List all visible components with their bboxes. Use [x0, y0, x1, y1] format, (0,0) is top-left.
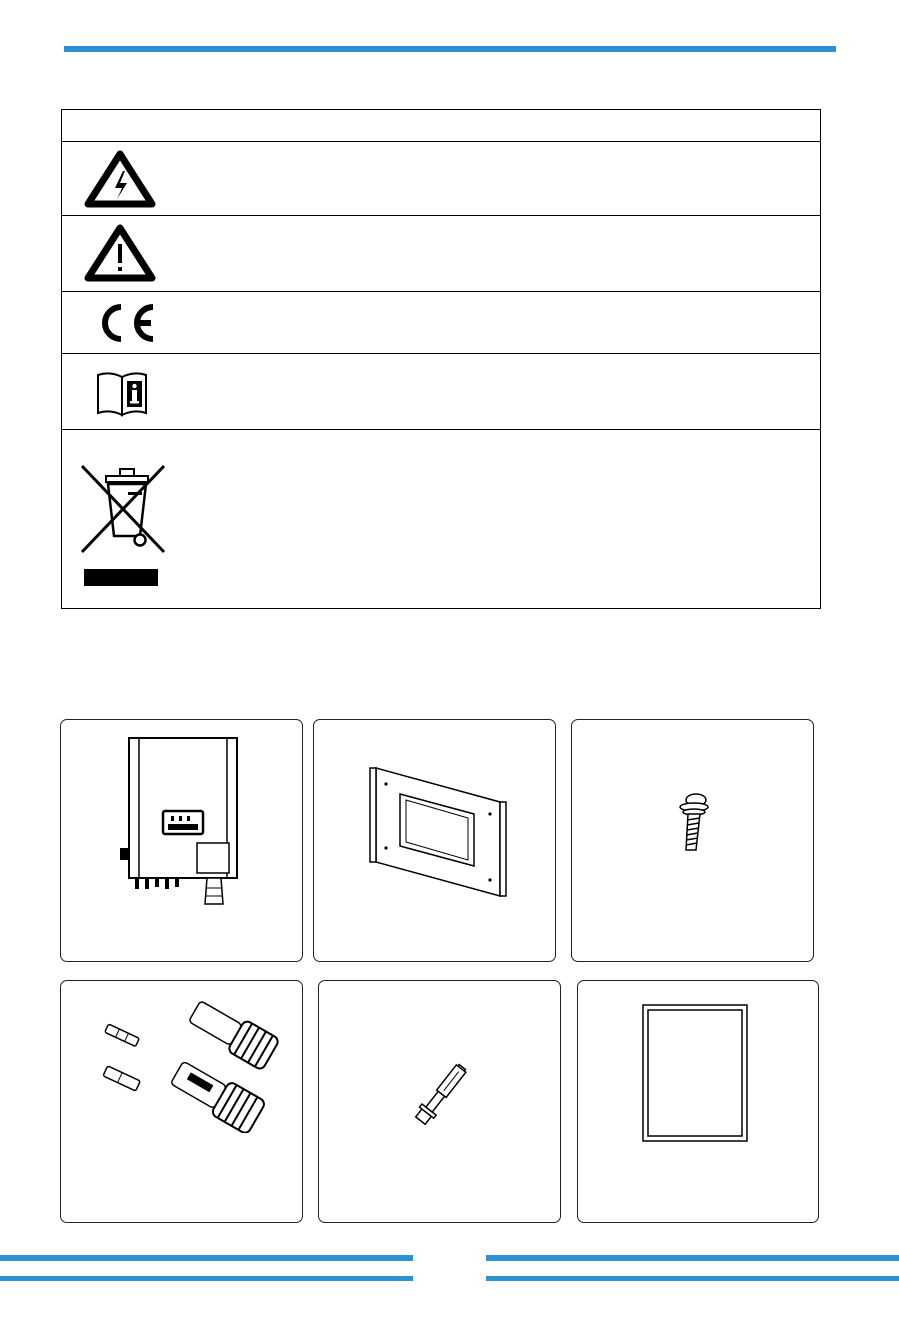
footer-rule-right-top — [486, 1255, 899, 1261]
symbol-row-ce — [62, 291, 820, 354]
symbol-row-manual — [62, 353, 820, 430]
package-item-dc-connector — [60, 980, 303, 1223]
weee-crossed-bin-icon — [76, 456, 172, 588]
expansion-bolt-icon — [405, 1053, 479, 1133]
package-item-bracket — [313, 719, 556, 962]
symbol-row-weee — [62, 429, 820, 611]
screw-icon — [672, 792, 716, 856]
dc-connector-icon — [97, 999, 283, 1133]
symbols-table — [61, 109, 821, 609]
high-voltage-warning-icon — [84, 150, 156, 208]
package-item-inverter — [60, 719, 303, 962]
package-item-manual — [577, 980, 819, 1223]
package-item-screw — [571, 719, 814, 962]
footer-rule-left-top — [0, 1255, 413, 1261]
symbols-table-header — [62, 110, 820, 141]
symbol-row-warning — [62, 215, 820, 292]
ce-mark-icon — [92, 302, 158, 344]
footer-rule-left-bottom — [0, 1276, 413, 1281]
mounting-bracket-icon — [364, 764, 514, 904]
read-manual-icon — [94, 371, 150, 417]
header-rule — [64, 46, 836, 52]
symbol-row-high-voltage — [62, 141, 820, 216]
manual-document-icon — [641, 1003, 749, 1143]
footer-rule-right-bottom — [486, 1276, 899, 1281]
inverter-icon — [109, 736, 245, 908]
general-warning-icon — [84, 224, 156, 282]
package-item-expansion-bolt — [318, 980, 561, 1223]
